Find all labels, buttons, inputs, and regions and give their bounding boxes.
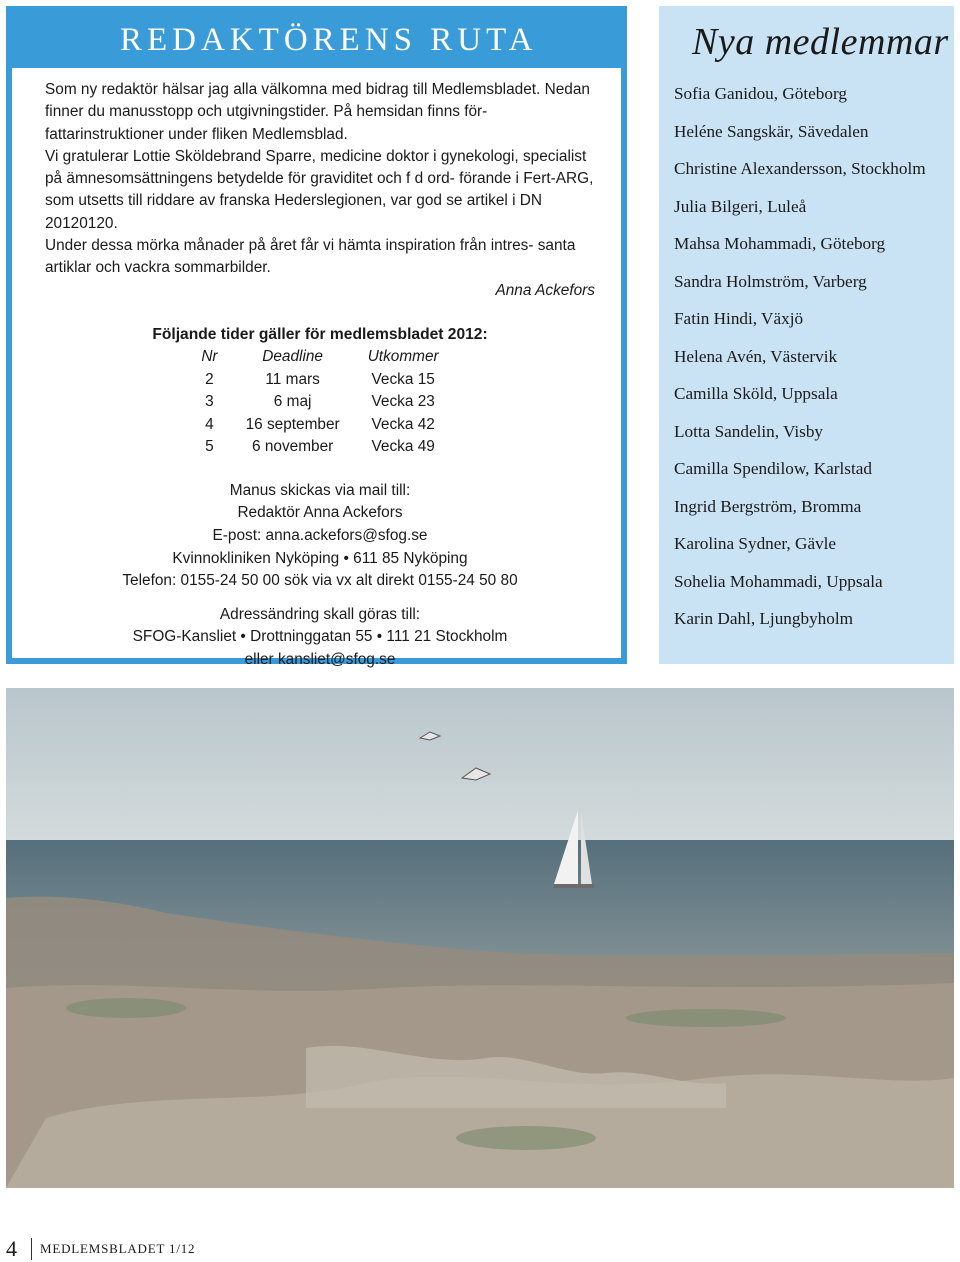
schedule-cell-utkommer: Vecka 23 [371,393,435,411]
contact-gap [45,593,595,604]
contact-line: Adressändring skall göras till: [219,605,421,623]
members-list [674,75,954,638]
schedule-section [45,324,595,459]
editor-heading: REDAKTÖRENS RUTA [120,21,538,58]
page-footer [6,1236,195,1262]
member-item: Helena Avén, Västervik [674,346,838,366]
member-item: Christine Alexandersson, Stockholm [674,159,926,178]
editor-heading-banner [12,12,621,68]
schedule-header-row [187,346,452,369]
sky [6,688,954,840]
member-item: Julia Bilgeri, Luleå [674,196,807,216]
schedule-cell-nr: 4 [205,415,214,433]
member-item: Heléne Sangskär, Sävedalen [674,121,869,141]
members-heading: Nya medlemmar [692,21,949,63]
schedule-cell-nr: 5 [205,438,214,456]
member-item: Mahsa Mohammadi, Göteborg [674,234,886,253]
schedule-cell-nr: 3 [205,393,214,411]
new-members-column [659,6,954,664]
schedule-row [187,391,452,414]
schedule-cell-utkommer: Vecka 15 [371,370,435,388]
publication-title: MEDLEMSBLADET 1/12 [40,1241,196,1256]
member-item: Fatin Hindi, Växjö [674,309,804,328]
schedule-cell-deadline: 11 mars [265,370,320,388]
schedule-row [187,436,452,459]
member-item: Karolina Sydner, Gävle [674,534,837,553]
schedule-cell-deadline: 6 november [251,438,334,456]
schedule-header-deadline: Deadline [262,348,323,366]
page-number: 4 [6,1236,17,1261]
contact-email: eller kansliet@sfog.se [244,650,396,668]
editor-paragraph: Vi gratulerar Lottie Sköldebrand Sparre, medicine doktor i gynekologi, specialist på ämnesomsättningens betydelde för graviditet och f d ord- förande i Fert-ARG, som utsetts till riddare av franska Hederslegionen, var god se artikel i DN 20120120. [45,147,594,232]
member-item: Camilla Spendilow, Karlstad [674,459,872,478]
contact-line: Redaktör Anna Ackefors [237,504,403,522]
editor-paragraph: Som ny redaktör hälsar jag alla välkomna med bidrag till Medlemsbladet. Nedan finner du manusstopp och utgivningstider. På hemsidan finns för- fattarinstruktioner under fliken Medlemsblad. [45,81,590,143]
schedule-row [187,369,452,392]
contact-email: E-post: anna.ackefors@sfog.se [212,526,428,544]
member-item: Camilla Sköld, Uppsala [674,384,838,403]
schedule-cell-utkommer: Vecka 49 [371,438,435,456]
editor-column-box [6,6,627,668]
editor-body [12,68,621,672]
schedule-row [187,414,452,437]
member-item: Sohelia Mohammadi, Uppsala [674,571,883,591]
member-item: Karin Dahl, Ljungbyholm [674,609,854,628]
contact-address: Kvinnokliniken Nyköping • 611 85 Nyköping [172,549,468,567]
member-item: Lotta Sandelin, Visby [674,421,824,441]
contact-line: Manus skickas via mail till: [229,481,411,499]
schedule-title: Följande tider gäller för medlemsbladet 2012: [152,325,488,343]
schedule-header-nr: Nr [201,348,218,366]
schedule-cell-deadline: 6 maj [273,393,312,411]
contact-phone: Telefon: 0155-24 50 00 sök via vx alt direkt 0155-24 50 80 [122,572,518,590]
member-item: Sandra Holmström, Varberg [674,271,867,291]
schedule-cell-utkommer: Vecka 42 [371,415,435,433]
schedule-cell-deadline: 16 september [245,415,340,433]
schedule-cell-nr: 2 [205,370,214,388]
contact-block [45,480,595,672]
seascape-photo [6,688,954,1188]
schedule-header-utkommer: Utkommer [367,348,439,366]
schedule-table [187,346,452,459]
footer-divider [31,1238,32,1260]
member-item: Ingrid Bergström, Bromma [674,496,862,516]
editor-signature: Anna Ackefors [495,281,595,299]
seascape-illustration [6,688,954,1188]
member-item: Sofia Ganidou, Göteborg [674,84,847,103]
contact-address: SFOG-Kansliet • Drottninggatan 55 • 111 21 Stockholm [132,628,508,646]
editor-paragraph: Under dessa mörka månader på året får vi hämta inspiration från intres- santa artiklar och vackra sommarbilder. [45,237,576,277]
